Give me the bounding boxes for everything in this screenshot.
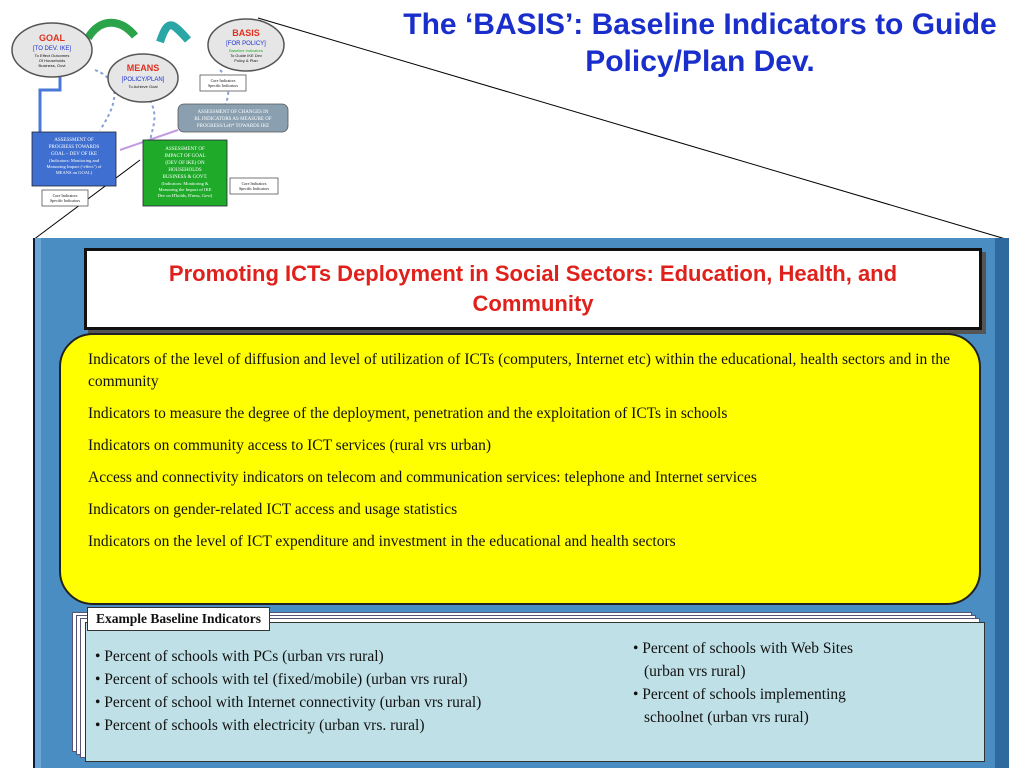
core-b-l2: Specific Indicators [49,198,81,203]
example-item: • Percent of schools with electricity (urban vrs. rural) [95,717,425,734]
impact-l4: HOUSEHOLDS [168,168,202,173]
changes-l3: PROGRESS/Left* TOWARDS IKE [196,124,270,129]
progress-l1: ASSESSMENT OF [54,138,94,143]
indicator-item: Indicators on community access to ICT services (rural vrs urban) [88,437,492,454]
impact-l1: ASSESSMENT OF [165,147,205,152]
green-arrow-icon [88,23,135,38]
zoom-line-right [258,18,1009,240]
blue-board-edge [995,238,1009,768]
basis-desc1: Baseline Indicators [229,48,263,53]
goal-desc1: To Effect Outcomes [34,53,70,58]
basis-sub: [FOR POLICY] [226,41,266,47]
indicator-item: Indicators on gender-related ICT access and usage statistics [88,501,458,518]
indicator-item: Indicators on the level of ICT expenditure and investment in the educational and health sectors [88,533,676,550]
example-indicators-label: Example Baseline Indicators [87,607,270,631]
indicator-item: Indicators to measure the degree of the deployment, penetration and the exploitation of ICTs in schools [88,405,728,422]
impact-l7: Measuring the Impact of IKE [158,187,212,192]
changes-l2: BL INDICATORS AS MEASURE OF [194,117,272,122]
basis-desc2: To Guide IKE Dev [230,53,262,58]
goal-desc3: Business, Govt [38,63,66,68]
example-item-cont: schoolnet (urban vrs rural) [644,709,809,726]
means-desc: To Achieve Goal [128,84,158,89]
progress-l4: (Indicators: Monitoring and [49,158,99,163]
example-list-left [95,645,615,737]
core-a-l1: Core Indicators [210,78,236,83]
impact-l3: (DEV OF IKE) ON [165,161,205,166]
blue-arrow-icon [40,75,60,140]
indicator-item: Access and connectivity indicators on telecom and communication services: telephone and Internet services [88,469,757,486]
example-item: • Percent of school with Internet connectivity (urban vrs rural) [95,694,482,711]
core-b-l1: Core Indicators [52,193,78,198]
goal-sub: [TO DEV. IKE] [32,46,72,52]
indicators-panel [59,333,981,605]
progress-l2: PROGRESS TOWARDS [48,145,100,150]
core-c-l2: Specific Indicators [238,186,270,191]
example-item: • Percent of schools with Web Sites [633,640,854,657]
progress-l6: MEANS on GOAL) [55,170,93,175]
example-item: • Percent of schools with PCs (urban vrs rural) [95,648,384,665]
headline-box [84,248,982,330]
indicator-item: Indicators of the level of diffusion and level of utilization of ICTs (computers, Internet etc) within the educational, health sectors and in the community [88,351,951,390]
basis-desc3: Policy & Plan [234,58,258,63]
teal-arrow-icon [160,25,188,42]
progress-l5: Measuring Impact (‘effect’) of [46,164,102,169]
impact-l5: BUSINESS & GOVT. [162,175,208,180]
basis-diagram-thumbnail [0,0,300,215]
goal-desc2: Of Households [38,58,66,63]
means-sub: [POLICY/PLAN] [121,77,165,83]
page-title: The ‘BASIS’: Baseline Indicators to Guide Policy/Plan Dev. [403,8,997,78]
example-item: • Percent of schools implementing [633,686,846,703]
means-title: MEANS [126,63,160,73]
impact-l2: IMPACT OF GOAL [164,154,206,159]
example-list-right [633,637,953,729]
impact-l6: (Indicators: Monitoring & [161,181,209,186]
headline-text: Promoting ICTs Deployment in Social Sectors: Education, Health, and Community [168,261,898,316]
basis-title: BASIS [232,28,260,38]
core-a-l2: Specific Indicators [207,83,239,88]
example-item: • Percent of schools with tel (fixed/mobile) (urban vrs rural) [95,671,468,688]
impact-l8: Dev on H'holds, B'ness, Govt) [157,193,213,198]
goal-title: GOAL [39,33,65,43]
core-c-l1: Core Indicators [241,181,267,186]
changes-l1: ASSESSMENT OF CHANGES IN [197,110,269,115]
example-item-cont: (urban vrs rural) [644,663,746,680]
progress-l3: GOAL – DEV OF IKE [50,152,98,157]
